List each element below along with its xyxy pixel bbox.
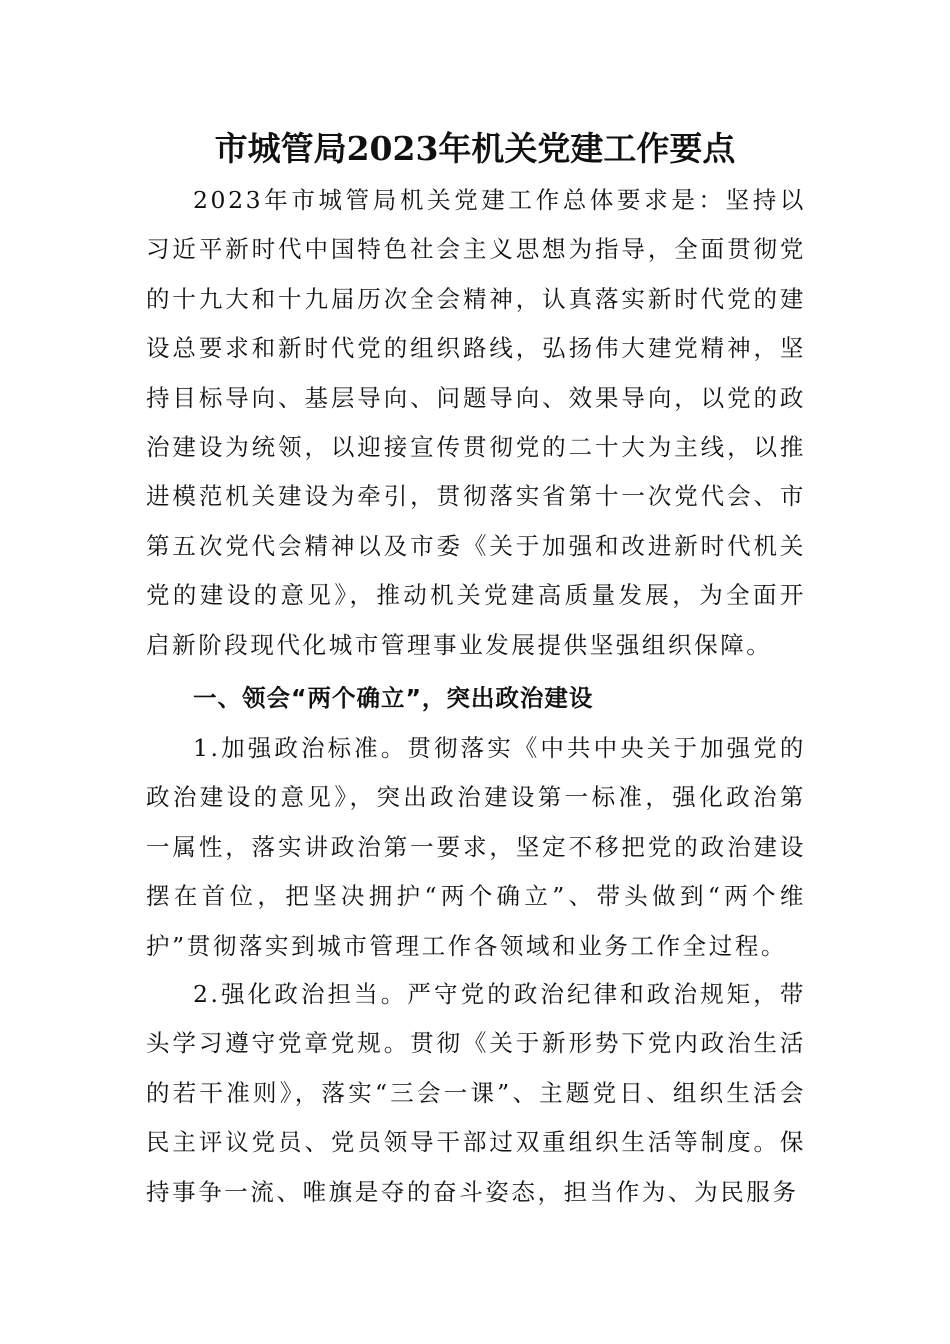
intro-paragraph: 2023年市城管局机关党建工作总体要求是：坚持以习近平新时代中国特色社会主义思想为指导，全面贯彻党的十九大和十九届历次全会精神，认真落实新时代党的建设总要求和新时代党的组织路线，弘扬伟大建党精神，坚持目标导向、基层导向、问题导向、效果导向，以党的政治建设为统领，以迎接宣传贯彻党的二十大为主线，以推进模范机关建设为牵引，贯彻落实省第十一次党代会、市第五次党代会精神以及市委《关于加强和改进新时代机关党的建设的意见》，推动机关党建高质量发展，为全面开启新阶段现代化城市管理事业发展提供坚强组织保障。 [146, 186, 806, 659]
document-title: 市城管局2023年机关党建工作要点 [214, 129, 736, 168]
section-heading: 一、领会“两个确立”，突出政治建设 [193, 684, 594, 712]
section-item-paragraph: 1.加强政治标准。贯彻落实《中共中央关于加强党的政治建设的意见》，突出政治建设第一标准，强化政治第一属性，落实讲政治第一要求，坚定不移把党的政治建设摆在首位，把坚决拥护“两个确立”、带头做到“两个维护”贯彻落实到城市管理工作各领域和业务工作全过程。 [146, 734, 806, 960]
section-item-paragraph: 2.强化政治担当。严守党的政治纪律和政治规矩，带头学习遵守党章党规。贯彻《关于新形势下党内政治生活的若干准则》，落实“三会一课”、主题党日、组织生活会民主评议党员、党员领导干部过双重组织生活等制度。保持事争一流、唯旗是夺的奋斗姿态，担当作为、为民服务 [146, 980, 806, 1206]
